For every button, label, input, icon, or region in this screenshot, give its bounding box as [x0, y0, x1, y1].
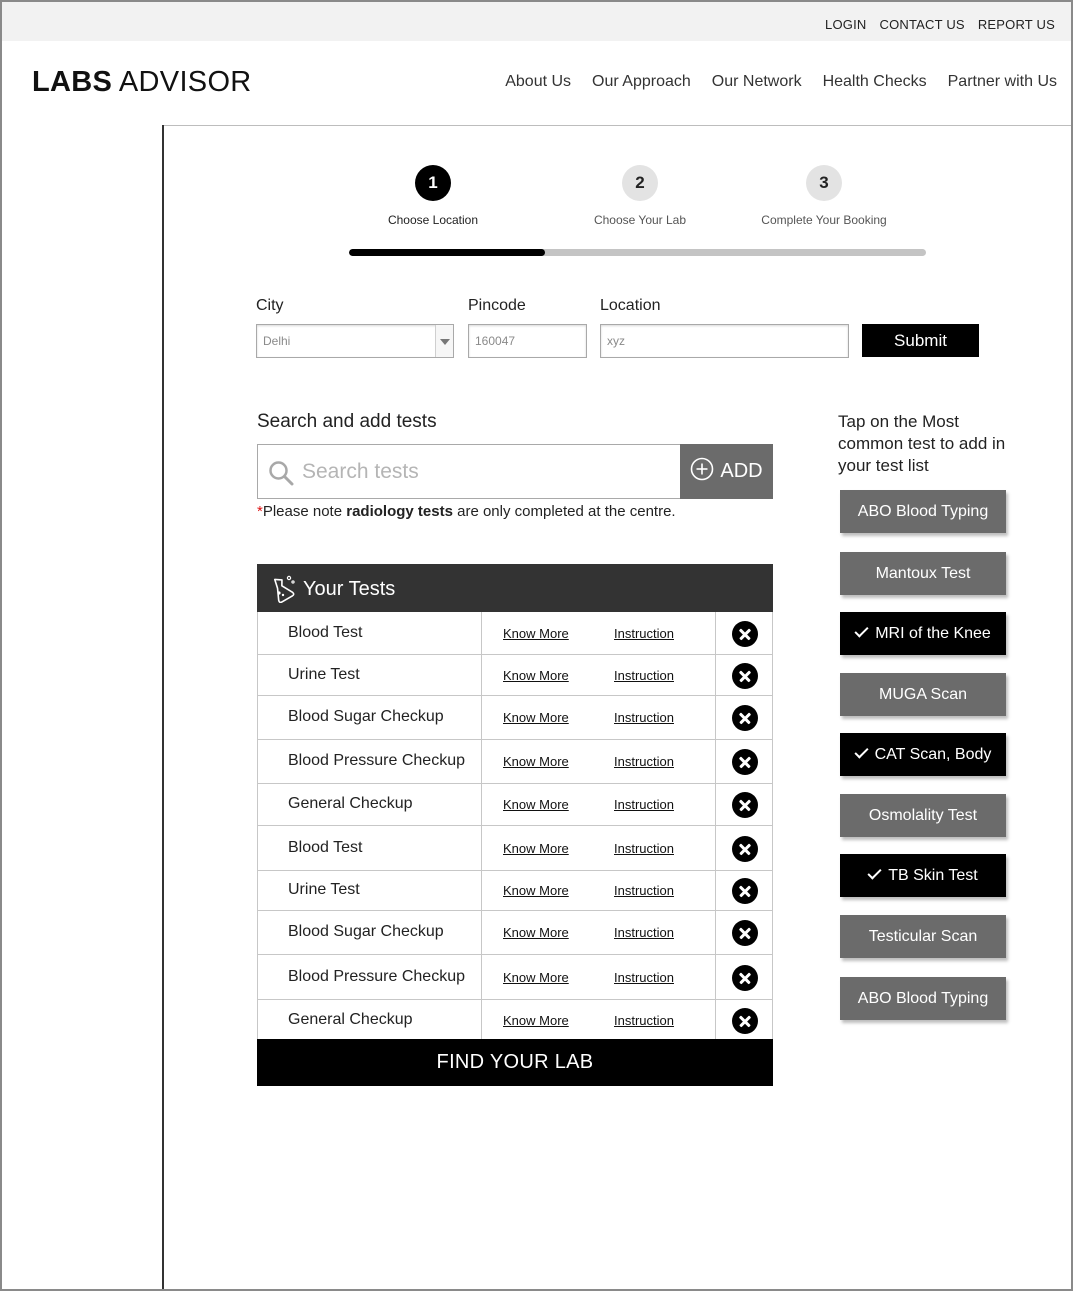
step-label: Choose Your Lab: [593, 213, 687, 227]
city-select[interactable]: [256, 324, 454, 358]
column-divider: [715, 740, 716, 783]
search-title: Search and add tests: [257, 411, 437, 432]
plus-circle-icon: [690, 457, 714, 487]
column-divider: [481, 955, 482, 999]
instruction-link[interactable]: Instruction: [614, 754, 674, 769]
check-icon: [855, 623, 869, 637]
location-input[interactable]: [607, 325, 848, 357]
find-your-lab-button[interactable]: FIND YOUR LAB: [257, 1039, 773, 1086]
test-row: [258, 871, 772, 911]
know-more-link[interactable]: Know More: [503, 925, 569, 940]
utility-bar: [2, 2, 1071, 41]
city-value: Delhi: [263, 334, 291, 348]
contact-us-link[interactable]: CONTACT US: [879, 17, 965, 32]
close-circle-icon[interactable]: [732, 836, 758, 862]
header-divider: [162, 125, 1071, 126]
instruction-link[interactable]: Instruction: [614, 970, 674, 985]
common-tests-note: Tap on the Most common test to add in your test list: [838, 412, 1006, 475]
nav-our-approach[interactable]: Our Approach: [592, 73, 691, 90]
column-divider: [481, 612, 482, 654]
common-test-chip[interactable]: [840, 854, 1006, 897]
test-row: [258, 655, 772, 696]
magnifier-icon: [268, 460, 294, 491]
chip-label: TB Skin Test: [888, 867, 978, 884]
column-divider: [715, 784, 716, 825]
step-complete-your-booking: [734, 165, 914, 227]
your-tests-header: [257, 564, 773, 612]
close-circle-icon[interactable]: [732, 705, 758, 731]
column-divider: [715, 826, 716, 870]
check-icon: [868, 865, 882, 879]
column-divider: [481, 1000, 482, 1040]
test-name: Urine Test: [288, 881, 360, 898]
test-name: Blood Sugar Checkup: [288, 708, 444, 725]
column-divider: [481, 826, 482, 870]
logo[interactable]: [32, 66, 252, 99]
know-more-link[interactable]: Know More: [503, 883, 569, 898]
test-name: Blood Pressure Checkup: [288, 752, 465, 769]
close-circle-icon[interactable]: [732, 749, 758, 775]
test-row: [258, 1000, 772, 1041]
pincode-label: Pincode: [468, 297, 526, 314]
chip-label: Testicular Scan: [868, 928, 978, 945]
test-row: [258, 612, 772, 655]
column-divider: [481, 911, 482, 954]
logo-rest: ADVISOR: [112, 66, 252, 98]
instruction-link[interactable]: Instruction: [614, 883, 674, 898]
pincode-field[interactable]: [468, 324, 587, 358]
know-more-link[interactable]: Know More: [503, 841, 569, 856]
flask-icon: [267, 573, 297, 608]
step-label: Complete Your Booking: [761, 213, 887, 227]
progress-fill: [349, 249, 545, 256]
utility-links: [825, 17, 1055, 32]
note-before: Please note: [262, 503, 347, 520]
test-name: Blood Test: [288, 839, 363, 856]
nav-about-us[interactable]: About Us: [505, 73, 572, 90]
know-more-link[interactable]: Know More: [503, 797, 569, 812]
know-more-link[interactable]: Know More: [503, 970, 569, 985]
step-number: 2: [622, 165, 658, 201]
instruction-link[interactable]: Instruction: [614, 1013, 674, 1028]
chip-label: CAT Scan, Body: [874, 746, 992, 763]
instruction-link[interactable]: Instruction: [614, 925, 674, 940]
note-star: *: [257, 503, 263, 520]
instruction-link[interactable]: Instruction: [614, 710, 674, 725]
step-number: 3: [806, 165, 842, 201]
know-more-link[interactable]: Know More: [503, 668, 569, 683]
common-test-chip[interactable]: [840, 552, 1006, 595]
close-circle-icon[interactable]: [732, 965, 758, 991]
login-link[interactable]: LOGIN: [825, 17, 867, 32]
nav-health-checks[interactable]: Health Checks: [822, 73, 927, 90]
test-row: [258, 955, 772, 1000]
column-divider: [481, 696, 482, 739]
test-row: [258, 740, 772, 784]
step-choose-location: [343, 165, 523, 227]
your-tests-title: Your Tests: [303, 578, 396, 600]
column-divider: [481, 871, 482, 910]
column-divider: [481, 784, 482, 825]
close-circle-icon[interactable]: [732, 663, 758, 689]
city-label: City: [256, 297, 284, 314]
location-field[interactable]: [600, 324, 849, 358]
close-circle-icon[interactable]: [732, 1008, 758, 1034]
pincode-input[interactable]: [475, 325, 586, 357]
submit-button[interactable]: Submit: [862, 324, 979, 357]
chip-label: ABO Blood Typing: [857, 990, 989, 1007]
test-row: [258, 911, 772, 955]
column-divider: [715, 696, 716, 739]
step-number: 1: [415, 165, 451, 201]
know-more-link[interactable]: Know More: [503, 710, 569, 725]
common-test-chip[interactable]: [840, 612, 1006, 655]
chevron-down-icon[interactable]: [435, 325, 453, 357]
add-button[interactable]: [680, 444, 773, 499]
column-divider: [481, 655, 482, 695]
column-divider: [481, 740, 482, 783]
test-name: Blood Test: [288, 624, 363, 641]
common-test-chip[interactable]: [840, 673, 1006, 716]
location-label: Location: [600, 297, 661, 314]
note-bold: radiology tests: [346, 503, 453, 520]
test-name: Urine Test: [288, 666, 360, 683]
radiology-note: [257, 503, 676, 520]
column-divider: [715, 612, 716, 654]
instruction-link[interactable]: Instruction: [614, 668, 674, 683]
chip-label: MRI of the Knee: [875, 625, 991, 642]
instruction-link[interactable]: Instruction: [614, 626, 674, 641]
know-more-link[interactable]: Know More: [503, 754, 569, 769]
progress-bar: [349, 249, 926, 256]
column-divider: [715, 1000, 716, 1040]
search-box: [257, 444, 773, 499]
close-circle-icon[interactable]: [732, 878, 758, 904]
close-circle-icon[interactable]: [732, 920, 758, 946]
common-test-chip[interactable]: [840, 915, 1006, 958]
sidebar-divider: [162, 125, 164, 1289]
column-divider: [715, 655, 716, 695]
chip-label: Osmolality Test: [868, 807, 978, 824]
test-row: [258, 696, 772, 740]
column-divider: [715, 911, 716, 954]
instruction-link[interactable]: Instruction: [614, 841, 674, 856]
know-more-link[interactable]: Know More: [503, 626, 569, 641]
check-icon: [854, 744, 868, 758]
nav-our-network[interactable]: Our Network: [711, 73, 802, 90]
add-label: ADD: [720, 460, 763, 482]
common-test-chip[interactable]: [840, 733, 1006, 776]
chip-label: MUGA Scan: [878, 686, 968, 703]
tests-list: [257, 612, 773, 1041]
test-name: Blood Pressure Checkup: [288, 968, 465, 985]
column-divider: [715, 871, 716, 910]
search-input[interactable]: [302, 455, 672, 489]
main-nav: [505, 73, 1057, 91]
common-test-chip[interactable]: [840, 794, 1006, 837]
instruction-link[interactable]: Instruction: [614, 797, 674, 812]
test-row: [258, 826, 772, 871]
nav-partner-with-us[interactable]: Partner with Us: [947, 73, 1057, 90]
chip-label: ABO Blood Typing: [857, 503, 989, 520]
common-test-chip[interactable]: [840, 977, 1006, 1020]
column-divider: [715, 955, 716, 999]
step-label: Choose Location: [387, 213, 479, 227]
test-name: General Checkup: [288, 1011, 413, 1028]
close-circle-icon[interactable]: [732, 792, 758, 818]
test-name: Blood Sugar Checkup: [288, 923, 444, 940]
common-test-chip[interactable]: [840, 490, 1006, 533]
note-after: are only completed at the centre.: [452, 503, 676, 520]
test-row: [258, 784, 772, 826]
know-more-link[interactable]: Know More: [503, 1013, 569, 1028]
logo-bold: LABS: [32, 66, 113, 98]
test-name: General Checkup: [288, 795, 413, 812]
report-us-link[interactable]: REPORT US: [977, 17, 1055, 32]
chip-label: Mantoux Test: [875, 565, 971, 582]
close-circle-icon[interactable]: [732, 621, 758, 647]
step-choose-your-lab: [550, 165, 730, 227]
